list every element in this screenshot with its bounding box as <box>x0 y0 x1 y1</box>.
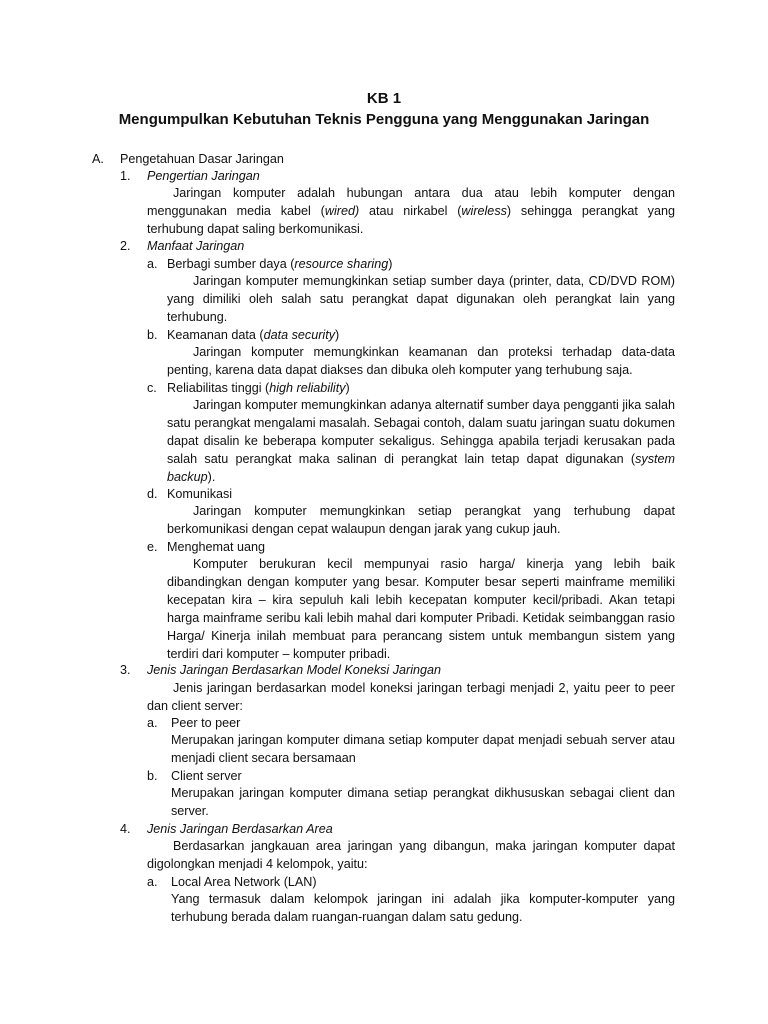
item-2c-title-3: ) <box>345 381 350 395</box>
subsection-1-title <box>147 167 260 185</box>
item-2e-body: Komputer berukuran kecil mempunyai rasio harga/ kinerja yang lebih baik dibandingkan dengan komputer yang besar. Komputer besar seperti mainframe memiliki kecepatan kira – kira sepuluh kali lebih kecepatan komputer kecil/pribadi. Akan tetapi harga mainframe seribu kali lebih mahal dari komputer Pribadi. Ketidak seimbanggan rasio Harga/ Kinerja inilah membuat para perancang sistem untuk membangun sistem yang terdiri dari komputer – komputer pribadi. <box>167 557 675 661</box>
item-3b-letter: b. <box>147 769 158 783</box>
item-2c-body-2: system backup <box>167 452 675 484</box>
item-2a-letter: a. <box>147 257 158 271</box>
item-3a-title: Peer to peer <box>171 716 241 730</box>
item-2a-title <box>167 255 392 273</box>
item-2e-letter: e. <box>147 540 158 554</box>
subsection-2-title-text: Manfaat Jaringan <box>147 239 245 253</box>
subsection-3-title-text: Jenis Jaringan Berdasarkan Model Koneksi Jaringan <box>147 663 442 677</box>
item-3b-body: Merupakan jaringan komputer dimana setiap perangkat dikhususkan sebagai client dan server. <box>171 786 675 818</box>
item-2e-title: Menghemat uang <box>167 540 266 554</box>
item-2b-title-3: ) <box>335 328 340 342</box>
subsection-2-number: 2. <box>120 239 131 253</box>
item-2d-title: Komunikasi <box>167 487 233 501</box>
item-2b-title <box>167 326 339 344</box>
item-2a-title-3: ) <box>388 257 393 271</box>
s1-text-1: Jaringan komputer adalah hubungan antara dua atau lebih komputer dengan menggunakan media kabel ( <box>147 186 675 218</box>
subsection-4-intro: Berdasarkan jangkauan area jaringan yang dibangun, maka jaringan komputer dapat digolongkan menjadi 4 kelompok, yaitu: <box>147 839 675 871</box>
subsection-3-intro: Jenis jaringan berdasarkan model koneksi jaringan terbagi menjadi 2, yaitu peer to peer dan client server: <box>147 681 675 713</box>
item-2a-title-1: Berbagi sumber daya ( <box>167 257 295 271</box>
item-2c-body <box>167 396 675 486</box>
document-title: Mengumpulkan Kebutuhan Teknis Pengguna yang Menggunakan Jaringan <box>118 111 650 128</box>
item-4a-title: Local Area Network (LAN) <box>171 875 317 889</box>
s1-text-wireless: wireless <box>461 204 507 218</box>
item-2c-title-1: Reliabilitas tinggi ( <box>167 381 270 395</box>
item-3a-body: Merupakan jaringan komputer dimana setiap komputer dapat menjadi sebuah server atau menjadi client secara bersamaan <box>171 733 675 765</box>
s1-text-5: ) sehingga perangkat yang terhubung dapat saling berkomunikasi. <box>147 204 675 236</box>
item-2b-letter: b. <box>147 328 158 342</box>
subsection-1-paragraph <box>147 184 675 238</box>
s1-text-wired: wired) <box>324 204 360 218</box>
item-4a-letter: a. <box>147 875 158 889</box>
subsection-4-title-text: Jenis Jaringan Berdasarkan Area <box>147 822 333 836</box>
item-2b-title-2: data security <box>263 328 336 342</box>
subsection-3-title <box>147 661 441 679</box>
item-2d-body: Jaringan komputer memungkinkan setiap perangkat yang terhubung dapat berkomunikasi dengan cepat walaupun dengan jarak yang cukup jauh. <box>167 504 675 536</box>
kb-label: KB 1 <box>366 90 402 107</box>
item-2d-letter: d. <box>147 487 158 501</box>
subsection-4-title <box>147 820 333 838</box>
item-2c-title-2: high reliability <box>269 381 346 395</box>
item-3b-title: Client server <box>171 769 242 783</box>
item-2c-body-3: ). <box>207 470 216 484</box>
item-2a-body: Jaringan komputer memungkinkan setiap sumber daya (printer, data, CD/DVD ROM) yang dimiliki oleh salah satu perangkat dapat digunakan oleh perangkat lain yang terhubung. <box>167 274 675 324</box>
item-2a-title-2: resource sharing <box>294 257 389 271</box>
item-2b-title-1: Keamanan data ( <box>167 328 264 342</box>
item-3a-letter: a. <box>147 716 158 730</box>
subsection-1-number: 1. <box>120 169 131 183</box>
section-a-title: Pengetahuan Dasar Jaringan <box>120 152 284 166</box>
subsection-4-number: 4. <box>120 822 131 836</box>
subsection-2-title <box>147 237 244 255</box>
subsection-3-number: 3. <box>120 663 131 677</box>
item-2c-body-1: Jaringan komputer memungkinkan adanya alternatif sumber daya pengganti jika salah satu perangkat mengalami masalah. Sebagai contoh, dalam suatu jaringan suatu dokumen dapat disalin ke beberapa komputer sekaligus. Sehingga apabila terjadi kerusakan pada salah satu perangkat maka salinan di perangkat lain tetap dapat digunakan ( <box>167 398 675 466</box>
subsection-1-title-text: Pengertian Jaringan <box>147 169 260 183</box>
section-a-letter: A. <box>92 152 104 166</box>
item-4a-body: Yang termasuk dalam kelompok jaringan ini adalah jika komputer-komputer yang terhubung berada dalam ruangan-ruangan dalam satu gedung. <box>171 892 675 924</box>
item-2c-letter: c. <box>147 381 157 395</box>
s1-text-3: atau nirkabel ( <box>359 204 462 218</box>
item-2b-body: Jaringan komputer memungkinkan keamanan dan proteksi terhadap data-data penting, karena data dapat diakses dan dibuka oleh komputer yang terhubung saja. <box>167 345 675 377</box>
item-2c-title <box>167 379 350 397</box>
